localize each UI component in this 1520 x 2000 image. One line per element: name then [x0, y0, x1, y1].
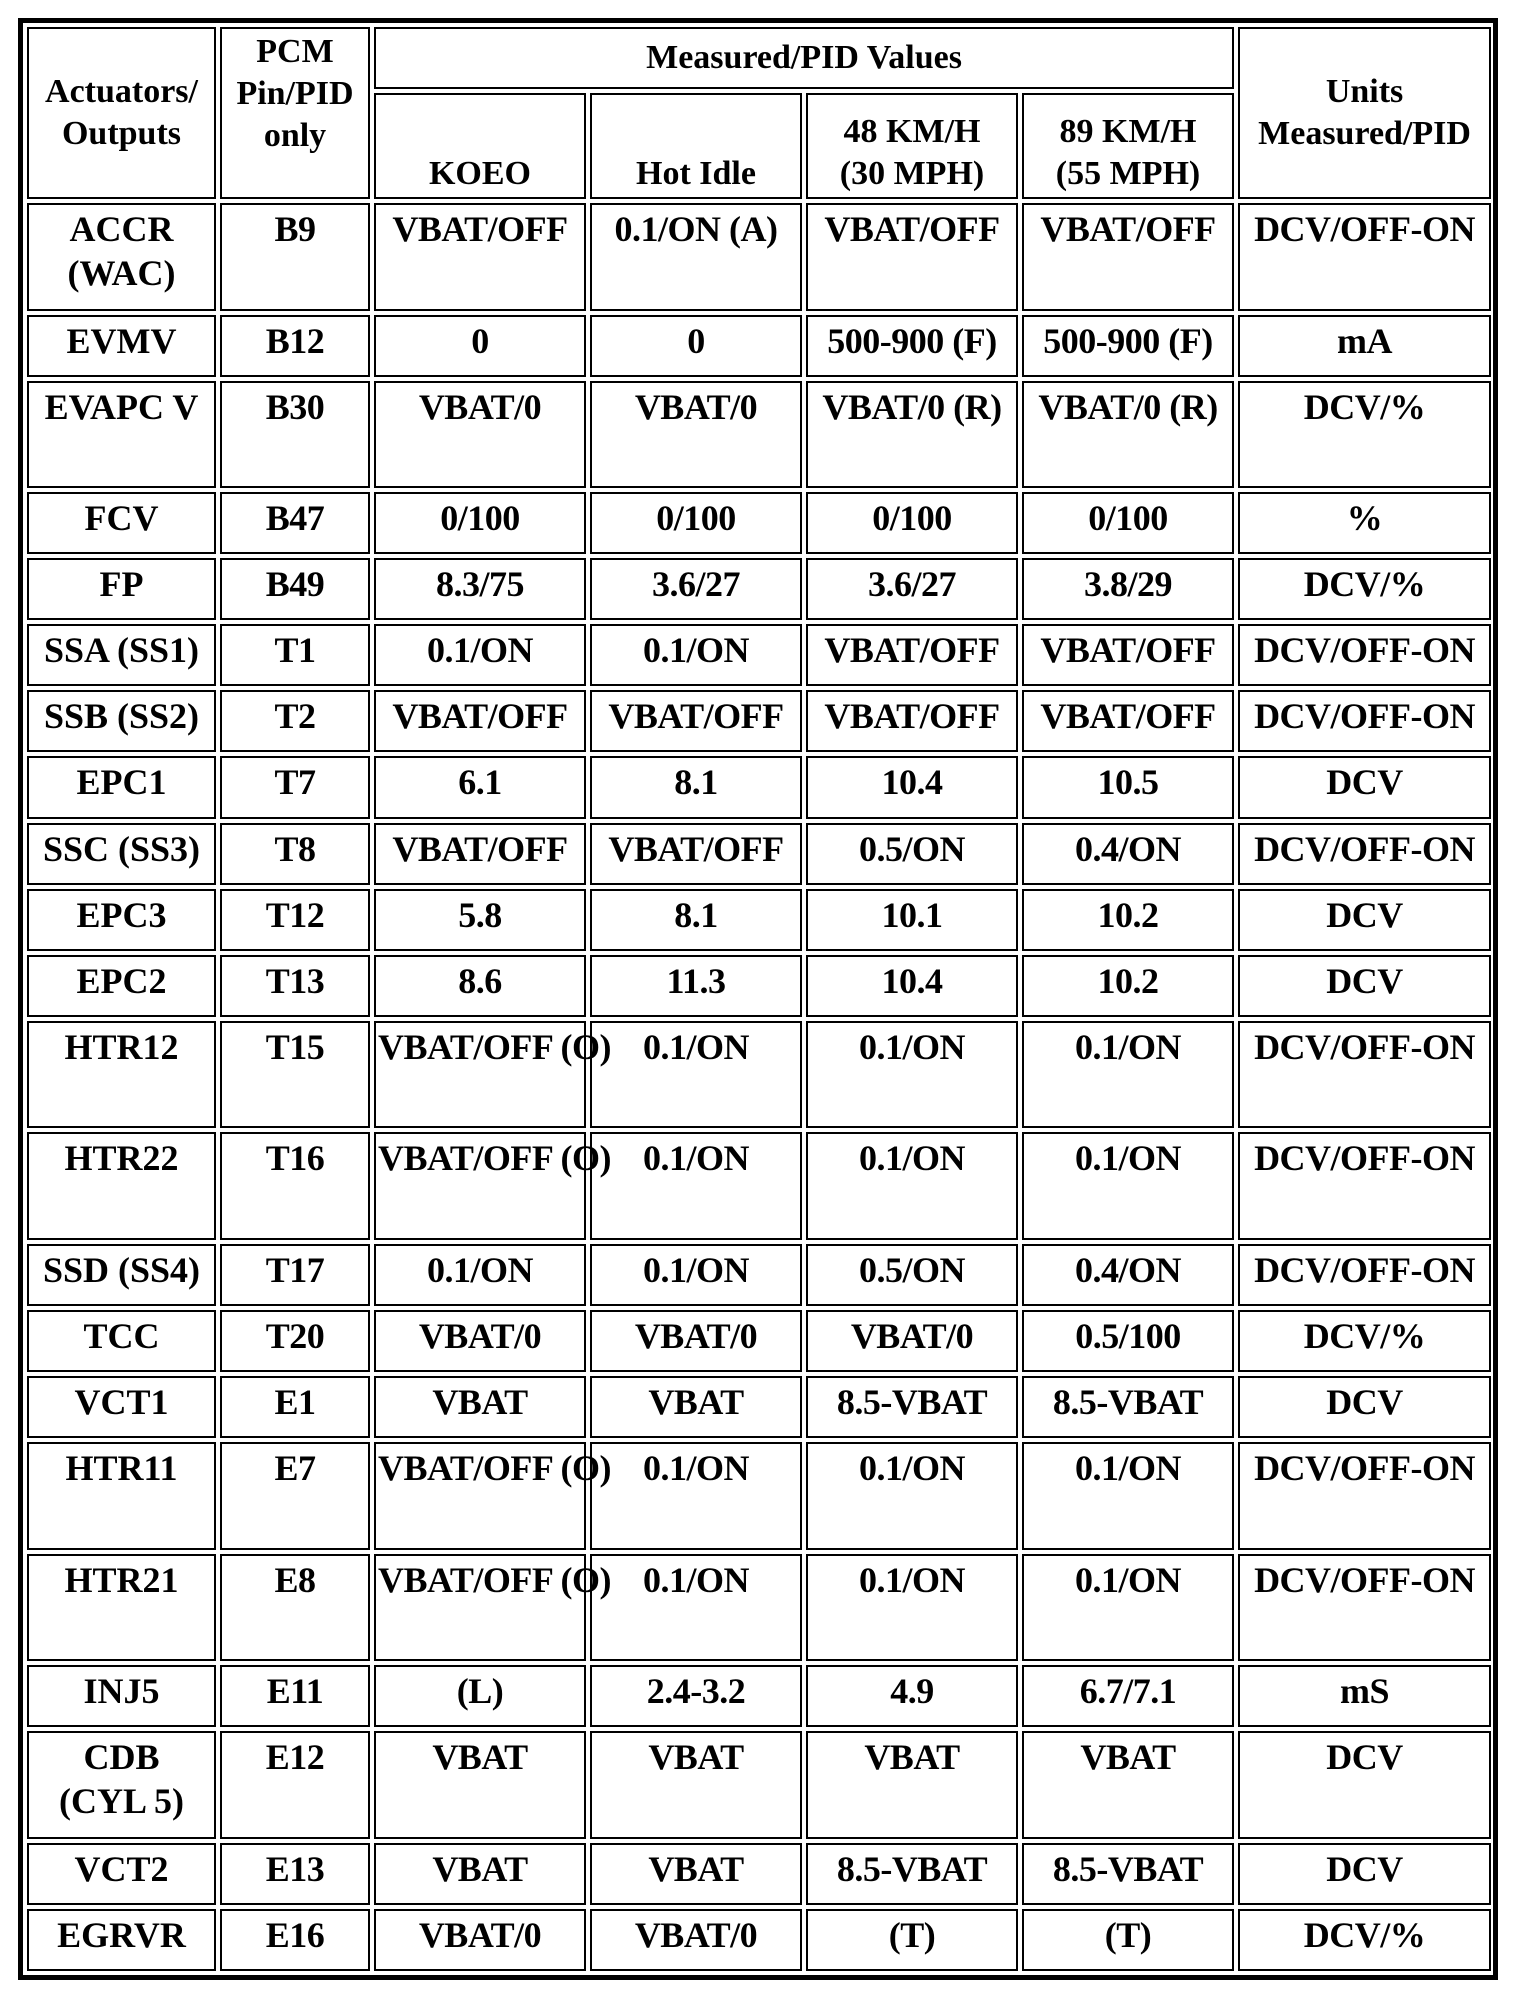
- koeo-value-cell: VBAT/0: [374, 1909, 586, 1971]
- kmh48-value-cell: VBAT/OFF: [806, 203, 1018, 311]
- koeo-value-cell: (L): [374, 1665, 586, 1727]
- kmh89-value-cell: 0.4/ON: [1022, 823, 1234, 885]
- hot-idle-value-cell: 0.1/ON: [590, 624, 802, 686]
- kmh48-value-cell: VBAT/OFF: [806, 624, 1018, 686]
- header-koeo: KOEO: [374, 93, 586, 199]
- kmh89-value-cell: 6.7/7.1: [1022, 1665, 1234, 1727]
- table-row: [27, 1244, 1491, 1306]
- koeo-value-cell: VBAT: [374, 1843, 586, 1905]
- koeo-value-cell: VBAT/OFF: [374, 823, 586, 885]
- pcm-pin-cell: B9: [220, 203, 370, 311]
- kmh48-value-cell: 3.6/27: [806, 558, 1018, 620]
- actuator-cell: EVMV: [27, 315, 216, 377]
- koeo-value-cell: VBAT/OFF (O): [374, 1021, 586, 1129]
- units-cell: DCV: [1238, 1843, 1491, 1905]
- actuator-cell: EVAPC V: [27, 381, 216, 489]
- pcm-pin-cell: T15: [220, 1021, 370, 1129]
- kmh89-value-cell: VBAT/OFF: [1022, 690, 1234, 752]
- hot-idle-value-cell: 8.1: [590, 889, 802, 951]
- pcm-pin-cell: T1: [220, 624, 370, 686]
- koeo-value-cell: 8.3/75: [374, 558, 586, 620]
- units-cell: DCV/OFF-ON: [1238, 1132, 1491, 1240]
- units-cell: mS: [1238, 1665, 1491, 1727]
- pcm-pin-cell: E12: [220, 1731, 370, 1839]
- koeo-value-cell: 6.1: [374, 756, 586, 818]
- kmh89-value-cell: 0.1/ON: [1022, 1442, 1234, 1550]
- koeo-value-cell: VBAT/OFF: [374, 690, 586, 752]
- koeo-value-cell: 8.6: [374, 955, 586, 1017]
- actuator-cell: HTR11: [27, 1442, 216, 1550]
- pcm-pin-cell: T7: [220, 756, 370, 818]
- kmh89-value-cell: 0.1/ON: [1022, 1554, 1234, 1662]
- table-row: [27, 492, 1491, 554]
- hot-idle-value-cell: 0.1/ON: [590, 1021, 802, 1129]
- table-row: [27, 203, 1491, 311]
- pcm-pin-cell: E1: [220, 1376, 370, 1438]
- table-row: [27, 1376, 1491, 1438]
- table-row: [27, 756, 1491, 818]
- units-cell: DCV/OFF-ON: [1238, 203, 1491, 311]
- units-cell: DCV: [1238, 756, 1491, 818]
- hot-idle-value-cell: VBAT/OFF: [590, 823, 802, 885]
- actuator-cell: VCT2: [27, 1843, 216, 1905]
- pcm-pin-cell: B30: [220, 381, 370, 489]
- units-cell: DCV/%: [1238, 381, 1491, 489]
- table-row: [27, 381, 1491, 489]
- hot-idle-value-cell: VBAT: [590, 1731, 802, 1839]
- kmh89-value-cell: 0.4/ON: [1022, 1244, 1234, 1306]
- units-cell: %: [1238, 492, 1491, 554]
- hot-idle-value-cell: VBAT: [590, 1376, 802, 1438]
- hot-idle-value-cell: 0.1/ON: [590, 1554, 802, 1662]
- pcm-values-table-frame: [18, 18, 1498, 1980]
- table-row: [27, 1665, 1491, 1727]
- actuator-cell: EPC3: [27, 889, 216, 951]
- koeo-value-cell: VBAT/0: [374, 1310, 586, 1372]
- hot-idle-value-cell: 0.1/ON: [590, 1244, 802, 1306]
- actuator-cell: INJ5: [27, 1665, 216, 1727]
- pcm-pin-cell: B47: [220, 492, 370, 554]
- kmh48-value-cell: VBAT/OFF: [806, 690, 1018, 752]
- koeo-value-cell: VBAT/OFF (O): [374, 1442, 586, 1550]
- kmh48-value-cell: 10.1: [806, 889, 1018, 951]
- kmh89-value-cell: VBAT/OFF: [1022, 624, 1234, 686]
- koeo-value-cell: 0: [374, 315, 586, 377]
- units-cell: DCV/OFF-ON: [1238, 1554, 1491, 1662]
- kmh89-value-cell: 500-900 (F): [1022, 315, 1234, 377]
- table-row: [27, 1554, 1491, 1662]
- units-cell: DCV: [1238, 889, 1491, 951]
- koeo-value-cell: 0.1/ON: [374, 624, 586, 686]
- pcm-pin-cell: E16: [220, 1909, 370, 1971]
- kmh89-value-cell: 0.5/100: [1022, 1310, 1234, 1372]
- table-row: [27, 955, 1491, 1017]
- kmh48-value-cell: 0.1/ON: [806, 1442, 1018, 1550]
- kmh48-value-cell: 0.1/ON: [806, 1021, 1018, 1129]
- hot-idle-value-cell: 0.1/ON (A): [590, 203, 802, 311]
- actuator-cell: SSA (SS1): [27, 624, 216, 686]
- kmh89-value-cell: VBAT: [1022, 1731, 1234, 1839]
- hot-idle-value-cell: VBAT/0: [590, 381, 802, 489]
- actuator-cell: CDB (CYL 5): [27, 1731, 216, 1839]
- actuator-cell: FP: [27, 558, 216, 620]
- table-row: [27, 690, 1491, 752]
- koeo-value-cell: VBAT: [374, 1731, 586, 1839]
- actuator-cell: HTR12: [27, 1021, 216, 1129]
- kmh48-value-cell: 0.5/ON: [806, 823, 1018, 885]
- kmh89-value-cell: 8.5-VBAT: [1022, 1843, 1234, 1905]
- actuator-cell: SSC (SS3): [27, 823, 216, 885]
- koeo-value-cell: VBAT/OFF (O): [374, 1132, 586, 1240]
- koeo-value-cell: VBAT/0: [374, 381, 586, 489]
- header-actuators-outputs: Actuators/ Outputs: [27, 27, 216, 199]
- kmh89-value-cell: (T): [1022, 1909, 1234, 1971]
- pcm-pin-cell: T8: [220, 823, 370, 885]
- kmh89-value-cell: 0.1/ON: [1022, 1021, 1234, 1129]
- koeo-value-cell: VBAT: [374, 1376, 586, 1438]
- koeo-value-cell: 0.1/ON: [374, 1244, 586, 1306]
- kmh48-value-cell: 0.1/ON: [806, 1554, 1018, 1662]
- kmh48-value-cell: 500-900 (F): [806, 315, 1018, 377]
- table-body: [27, 203, 1491, 1971]
- header-measured-pid-values: Measured/PID Values: [374, 27, 1234, 89]
- hot-idle-value-cell: 0: [590, 315, 802, 377]
- actuator-cell: HTR22: [27, 1132, 216, 1240]
- header-89-kmh: 89 KM/H (55 MPH): [1022, 93, 1234, 199]
- hot-idle-value-cell: 0.1/ON: [590, 1442, 802, 1550]
- hot-idle-value-cell: VBAT/0: [590, 1909, 802, 1971]
- actuator-cell: SSD (SS4): [27, 1244, 216, 1306]
- kmh89-value-cell: VBAT/0 (R): [1022, 381, 1234, 489]
- actuator-cell: EPC1: [27, 756, 216, 818]
- actuator-cell: HTR21: [27, 1554, 216, 1662]
- kmh48-value-cell: 0.5/ON: [806, 1244, 1018, 1306]
- pcm-pin-cell: B49: [220, 558, 370, 620]
- pcm-pin-cell: E13: [220, 1843, 370, 1905]
- koeo-value-cell: VBAT/OFF (O): [374, 1554, 586, 1662]
- kmh48-value-cell: (T): [806, 1909, 1018, 1971]
- units-cell: DCV/OFF-ON: [1238, 1442, 1491, 1550]
- units-cell: DCV/OFF-ON: [1238, 1244, 1491, 1306]
- units-cell: DCV: [1238, 1376, 1491, 1438]
- kmh48-value-cell: 0/100: [806, 492, 1018, 554]
- pcm-pin-cell: T16: [220, 1132, 370, 1240]
- table-row: [27, 1442, 1491, 1550]
- table-row: [27, 1843, 1491, 1905]
- pcm-pin-cell: B12: [220, 315, 370, 377]
- units-cell: DCV/%: [1238, 558, 1491, 620]
- actuator-cell: EPC2: [27, 955, 216, 1017]
- actuator-cell: TCC: [27, 1310, 216, 1372]
- table-row: [27, 558, 1491, 620]
- pcm-pin-cell: T17: [220, 1244, 370, 1306]
- kmh89-value-cell: 3.8/29: [1022, 558, 1234, 620]
- header-pcm-pin-pid: PCM Pin/PID only: [220, 27, 370, 199]
- pcm-pin-cell: E7: [220, 1442, 370, 1550]
- kmh48-value-cell: 8.5-VBAT: [806, 1376, 1018, 1438]
- units-cell: DCV/OFF-ON: [1238, 624, 1491, 686]
- table-row: [27, 1021, 1491, 1129]
- kmh89-value-cell: 10.2: [1022, 889, 1234, 951]
- kmh89-value-cell: VBAT/OFF: [1022, 203, 1234, 311]
- units-cell: DCV/%: [1238, 1909, 1491, 1971]
- kmh48-value-cell: VBAT: [806, 1731, 1018, 1839]
- actuator-cell: EGRVR: [27, 1909, 216, 1971]
- kmh48-value-cell: 4.9: [806, 1665, 1018, 1727]
- hot-idle-value-cell: 11.3: [590, 955, 802, 1017]
- hot-idle-value-cell: 3.6/27: [590, 558, 802, 620]
- kmh89-value-cell: 0.1/ON: [1022, 1132, 1234, 1240]
- pcm-pin-cell: T12: [220, 889, 370, 951]
- units-cell: mA: [1238, 315, 1491, 377]
- header-48-kmh: 48 KM/H (30 MPH): [806, 93, 1018, 199]
- pcm-pin-cell: T13: [220, 955, 370, 1017]
- hot-idle-value-cell: VBAT/0: [590, 1310, 802, 1372]
- header-units-measured-pid: Units Measured/PID: [1238, 27, 1491, 199]
- actuator-cell: ACCR (WAC): [27, 203, 216, 311]
- table-row: [27, 1310, 1491, 1372]
- pcm-pin-cell: T2: [220, 690, 370, 752]
- actuator-cell: SSB (SS2): [27, 690, 216, 752]
- koeo-value-cell: 5.8: [374, 889, 586, 951]
- kmh48-value-cell: 10.4: [806, 955, 1018, 1017]
- table-row: [27, 1132, 1491, 1240]
- pcm-pin-cell: T20: [220, 1310, 370, 1372]
- kmh48-value-cell: 8.5-VBAT: [806, 1843, 1018, 1905]
- table-row: [27, 624, 1491, 686]
- koeo-value-cell: VBAT/OFF: [374, 203, 586, 311]
- units-cell: DCV/OFF-ON: [1238, 690, 1491, 752]
- kmh89-value-cell: 0/100: [1022, 492, 1234, 554]
- hot-idle-value-cell: 0/100: [590, 492, 802, 554]
- pcm-pin-cell: E11: [220, 1665, 370, 1727]
- actuator-cell: VCT1: [27, 1376, 216, 1438]
- units-cell: DCV: [1238, 1731, 1491, 1839]
- actuator-cell: FCV: [27, 492, 216, 554]
- hot-idle-value-cell: 8.1: [590, 756, 802, 818]
- kmh48-value-cell: VBAT/0 (R): [806, 381, 1018, 489]
- hot-idle-value-cell: 2.4-3.2: [590, 1665, 802, 1727]
- pcm-pin-cell: E8: [220, 1554, 370, 1662]
- table-row: [27, 1731, 1491, 1839]
- pcm-values-table: [23, 23, 1495, 1975]
- koeo-value-cell: 0/100: [374, 492, 586, 554]
- hot-idle-value-cell: 0.1/ON: [590, 1132, 802, 1240]
- hot-idle-value-cell: VBAT/OFF: [590, 690, 802, 752]
- kmh48-value-cell: 10.4: [806, 756, 1018, 818]
- kmh48-value-cell: 0.1/ON: [806, 1132, 1018, 1240]
- units-cell: DCV: [1238, 955, 1491, 1017]
- units-cell: DCV/%: [1238, 1310, 1491, 1372]
- table-row: [27, 1909, 1491, 1971]
- table-row: [27, 823, 1491, 885]
- units-cell: DCV/OFF-ON: [1238, 823, 1491, 885]
- table-row: [27, 889, 1491, 951]
- kmh89-value-cell: 10.2: [1022, 955, 1234, 1017]
- kmh48-value-cell: VBAT/0: [806, 1310, 1018, 1372]
- kmh89-value-cell: 8.5-VBAT: [1022, 1376, 1234, 1438]
- hot-idle-value-cell: VBAT: [590, 1843, 802, 1905]
- table-row: [27, 315, 1491, 377]
- header-hot-idle: Hot Idle: [590, 93, 802, 199]
- kmh89-value-cell: 10.5: [1022, 756, 1234, 818]
- units-cell: DCV/OFF-ON: [1238, 1021, 1491, 1129]
